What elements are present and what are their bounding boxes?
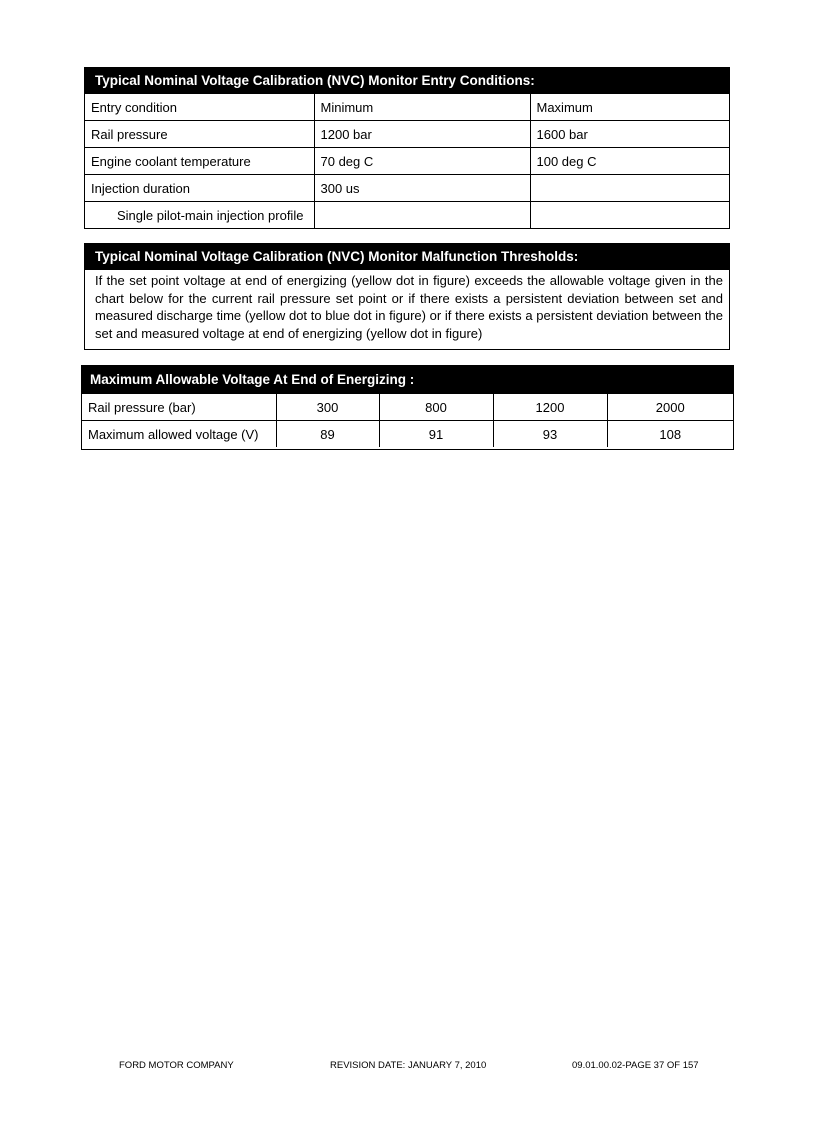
- table-cell: [530, 202, 729, 229]
- table-cell: 300: [276, 394, 379, 421]
- max-voltage-title: Maximum Allowable Voltage At End of Energizing :: [82, 366, 733, 394]
- malfunction-thresholds-block: [84, 243, 730, 350]
- table-cell: 2000: [607, 394, 733, 421]
- table-cell: Rail pressure: [85, 121, 314, 148]
- table-cell: Single pilot-main injection profile: [85, 202, 314, 229]
- table-cell: [314, 202, 530, 229]
- table-cell: Injection duration: [85, 175, 314, 202]
- table-cell: 93: [493, 421, 607, 448]
- table-cell: 1600 bar: [530, 121, 729, 148]
- table-cell: Engine coolant temperature: [85, 148, 314, 175]
- table-cell: Minimum: [314, 94, 530, 121]
- table-cell: 89: [276, 421, 379, 448]
- table-cell: Maximum: [530, 94, 729, 121]
- malfunction-thresholds-title: Typical Nominal Voltage Calibration (NVC) Monitor Malfunction Thresholds:: [85, 244, 729, 270]
- entry-conditions-title: Typical Nominal Voltage Calibration (NVC) Monitor Entry Conditions:: [85, 68, 729, 94]
- table-cell: Maximum allowed voltage (V): [82, 421, 276, 448]
- table-cell: 800: [379, 394, 493, 421]
- malfunction-thresholds-text: If the set point voltage at end of energizing (yellow dot in figure) exceeds the allowable voltage given in the chart below for the current rail pressure set point or if there exists a persistent deviation between set and measured discharge time (yellow dot to blue dot in figure) or if there exists a persistent deviation between the set and measured voltage at end of energizing (yellow dot in figure): [95, 273, 723, 341]
- table-cell: 100 deg C: [530, 148, 729, 175]
- max-voltage-table: [81, 365, 734, 450]
- table-cell: 91: [379, 421, 493, 448]
- table-cell: 70 deg C: [314, 148, 530, 175]
- table-row: [82, 394, 733, 421]
- table-row: [85, 121, 729, 148]
- table-cell: Rail pressure (bar): [82, 394, 276, 421]
- footer-page-number: 09.01.00.02-PAGE 37 OF 157: [572, 1060, 699, 1071]
- table-cell: Entry condition: [85, 94, 314, 121]
- table-cell: 300 us: [314, 175, 530, 202]
- table-cell: 1200 bar: [314, 121, 530, 148]
- table-cell: [530, 175, 729, 202]
- footer-revision-date: REVISION DATE: JANUARY 7, 2010: [330, 1060, 487, 1071]
- footer-company: FORD MOTOR COMPANY: [119, 1060, 234, 1071]
- table-cell: 1200: [493, 394, 607, 421]
- table-row: [82, 421, 733, 448]
- table-row: [85, 202, 729, 229]
- table-row: [85, 94, 729, 121]
- table-row: [85, 148, 729, 175]
- table-row: [85, 175, 729, 202]
- table-cell: 108: [607, 421, 733, 448]
- entry-conditions-table: [84, 67, 730, 229]
